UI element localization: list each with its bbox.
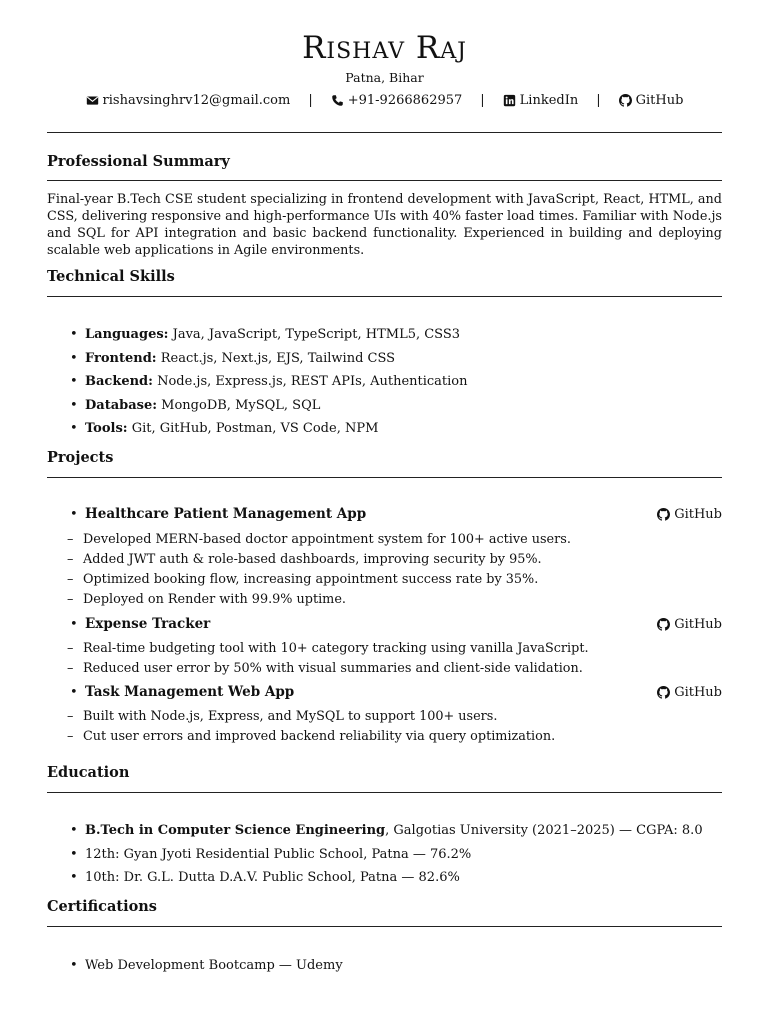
email-link[interactable] xyxy=(86,93,291,108)
skills-list xyxy=(47,326,722,444)
list-item: – Deployed on Render with 99.9% uptime. xyxy=(47,590,722,610)
list-item: • Web Development Bootcamp — Udemy xyxy=(47,957,722,981)
project-3-bullets xyxy=(47,707,722,747)
email-text: rishavsinghrv12@gmail.com xyxy=(102,93,291,108)
skill-value: React.js, Next.js, EJS, Tailwind CSS xyxy=(156,350,396,366)
candidate-name: Rishav Raj xyxy=(302,30,467,66)
section-divider xyxy=(47,926,722,927)
github-link[interactable] xyxy=(619,93,684,108)
header-divider xyxy=(47,132,722,133)
section-divider xyxy=(47,792,722,793)
phone-link[interactable] xyxy=(331,93,463,108)
list-item xyxy=(47,350,722,374)
skill-value: Git, GitHub, Postman, VS Code, NPM xyxy=(127,421,379,436)
github-icon xyxy=(657,618,670,631)
linkedin-text: LinkedIn xyxy=(519,93,579,108)
project-1 xyxy=(47,506,722,523)
project-github-link[interactable] xyxy=(657,684,722,701)
section-divider xyxy=(47,296,722,297)
section-title-projects: Projects xyxy=(47,449,114,466)
section-title-summary: Professional Summary xyxy=(47,153,230,170)
github-icon xyxy=(657,508,670,521)
project-title: • Healthcare Patient Management App xyxy=(85,506,367,522)
phone-text: +91-9266862957 xyxy=(347,93,463,108)
list-item xyxy=(47,420,722,444)
section-divider xyxy=(47,180,722,181)
skill-value: Java, JavaScript, TypeScript, HTML5, CSS3 xyxy=(168,327,461,342)
project-title: • Task Management Web App xyxy=(85,684,295,700)
candidate-location: Patna, Bihar xyxy=(345,70,424,85)
list-item xyxy=(47,684,722,701)
contact-separator: | xyxy=(308,93,313,108)
list-item: – Added JWT auth & role-based dashboards, improving security by 95%. xyxy=(47,550,722,570)
project-link-text: GitHub xyxy=(674,617,722,632)
education-detail: 10th: Dr. G.L. Dutta D.A.V. Public School, Patna — 82.6% xyxy=(85,870,460,885)
project-title: • Expense Tracker xyxy=(85,616,211,632)
skill-label: Languages: xyxy=(85,327,169,342)
contact-separator: | xyxy=(596,93,601,108)
summary-text: Final-year B.Tech CSE student specializing in frontend development with JavaScript, React, HTML, and CSS, delivering responsive and high-performance UIs with 40% faster load times. Familiar with Node.js and SQL for API integration and basic backend functionality. Experienced in building and deploying scalable web applications in Agile environments. xyxy=(47,192,722,258)
contact-separator: | xyxy=(480,93,485,108)
contact-bar xyxy=(47,93,722,108)
list-item xyxy=(47,822,722,846)
project-3 xyxy=(47,684,722,701)
skill-label: Frontend: xyxy=(85,350,157,366)
project-2 xyxy=(47,616,722,633)
list-item xyxy=(47,869,722,893)
envelope-icon xyxy=(86,94,99,107)
project-link-text: GitHub xyxy=(674,507,722,522)
section-title-skills: Technical Skills xyxy=(47,268,175,285)
list-item xyxy=(47,616,722,633)
list-item xyxy=(47,373,722,397)
list-item xyxy=(47,506,722,523)
skill-value: MongoDB, MySQL, SQL xyxy=(157,397,321,413)
certifications-list xyxy=(47,957,722,981)
list-item: – Cut user errors and improved backend reliability via query optimization. xyxy=(47,727,722,747)
list-item xyxy=(47,326,722,350)
project-github-link[interactable] xyxy=(657,616,722,633)
section-title-certifications: Certifications xyxy=(47,898,157,915)
section-divider xyxy=(47,477,722,478)
education-list xyxy=(47,822,722,893)
project-github-link[interactable] xyxy=(657,506,722,523)
project-2-bullets xyxy=(47,639,722,679)
linkedin-link[interactable] xyxy=(503,93,579,108)
education-detail: , Galgotias University (2021–2025) — CGPA: 8.0 xyxy=(385,823,703,838)
phone-icon xyxy=(331,94,344,107)
list-item xyxy=(47,397,722,421)
github-icon xyxy=(657,686,670,699)
list-item: – Reduced user error by 50% with visual summaries and client-side validation. xyxy=(47,659,722,679)
list-item: – Optimized booking flow, increasing appointment success rate by 35%. xyxy=(47,570,722,590)
skill-value: Node.js, Express.js, REST APIs, Authentication xyxy=(152,374,468,389)
list-item: – Real-time budgeting tool with 10+ category tracking using vanilla JavaScript. xyxy=(47,639,722,659)
skill-label: Database: xyxy=(85,397,158,413)
education-detail: 12th: Gyan Jyoti Residential Public School, Patna — 76.2% xyxy=(85,846,472,862)
section-title-education: Education xyxy=(47,764,130,781)
list-item: – Developed MERN-based doctor appointment system for 100+ active users. xyxy=(47,530,722,550)
list-item: – Built with Node.js, Express, and MySQL to support 100+ users. xyxy=(47,707,722,727)
github-text: GitHub xyxy=(635,93,684,108)
degree-name: B.Tech in Computer Science Engineering xyxy=(85,823,386,838)
project-1-bullets xyxy=(47,530,722,610)
linkedin-icon xyxy=(503,94,516,107)
github-icon xyxy=(619,94,632,107)
project-link-text: GitHub xyxy=(674,685,722,700)
list-item xyxy=(47,846,722,870)
skill-label: Tools: xyxy=(85,421,128,436)
skill-label: Backend: xyxy=(85,374,153,389)
